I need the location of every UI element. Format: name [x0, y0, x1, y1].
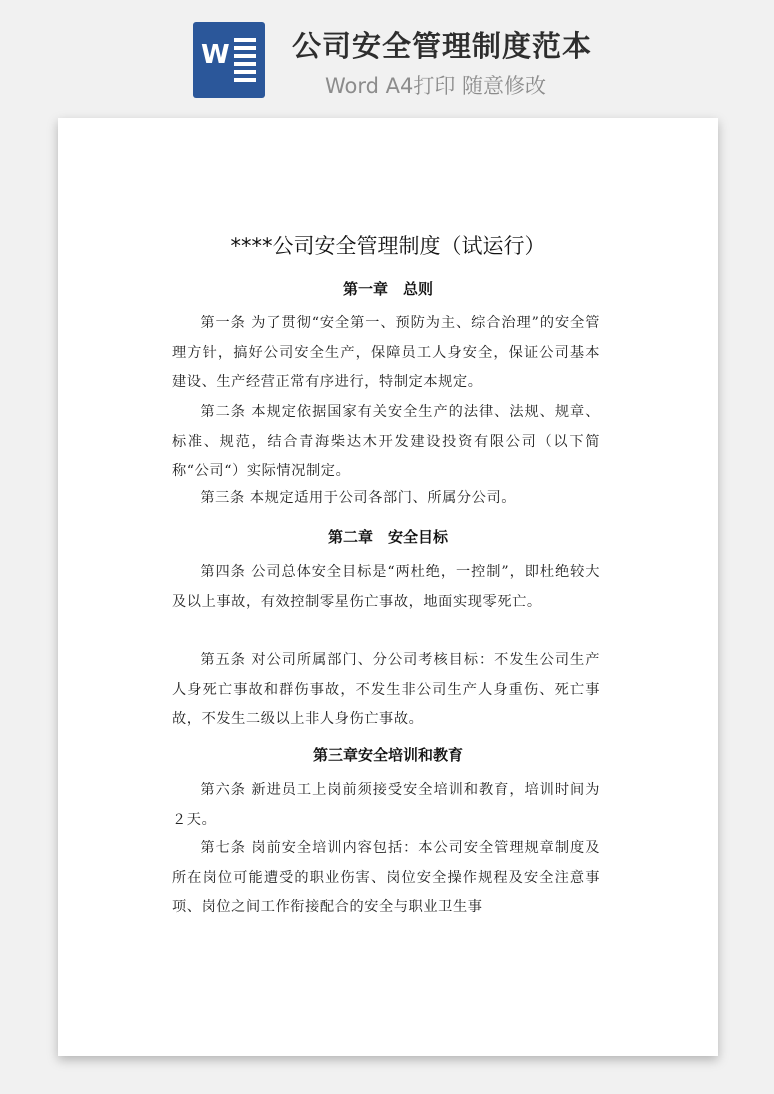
document-page [58, 118, 718, 1056]
article-paragraph: 第四条 公司总体安全目标是“两杜绝，一控制”，即杜绝较大及以上事故，有效控制零星伤亡事故，地面实现零死亡。 [172, 564, 600, 610]
article-paragraph: 第六条 新进员工上岗前须接受安全培训和教育，培训时间为２天。 [172, 782, 600, 828]
chapter-heading: 第三章安全培训和教育 [312, 746, 463, 764]
article-paragraph: 第一条 为了贯彻“安全第一、预防为主、综合治理”的安全管理方针，搞好公司安全生产，保障员工人身安全，保证公司基本建设、生产经营正常有序进行，特制定本规定。 [172, 315, 600, 390]
header-subtitle: Word A4打印 随意修改 [325, 74, 547, 98]
chapter-heading: 第二章 安全目标 [327, 528, 448, 546]
article-paragraph: 第二条 本规定依据国家有关安全生产的法律、法规、规章、标准、规范，结合青海柴达木开发建设投资有限公司（以下简称“公司“）实际情况制定。 [172, 404, 600, 479]
chapter-heading: 第一章 总则 [342, 280, 433, 298]
page-header [0, 0, 774, 112]
word-icon-lines [234, 38, 256, 86]
header-title: 公司安全管理制度范本 [292, 29, 593, 63]
word-icon-letter: W [201, 40, 230, 70]
word-icon [193, 22, 265, 98]
article-paragraph: 第五条 对公司所属部门、分公司考核目标：不发生公司生产人身死亡事故和群伤事故，不发生非公司生产人身重伤、死亡事故，不发生二级以上非人身伤亡事故。 [172, 652, 600, 727]
article-paragraph: 第三条 本规定适用于公司各部门、所属分公司。 [200, 490, 517, 506]
article-paragraph: 第七条 岗前安全培训内容包括：本公司安全管理规章制度及所在岗位可能遭受的职业伤害、岗位安全操作规程及安全注意事项、岗位之间工作衔接配合的安全与职业卫生事 [172, 840, 600, 915]
document-title: ****公司安全管理制度（试运行） [230, 234, 546, 258]
